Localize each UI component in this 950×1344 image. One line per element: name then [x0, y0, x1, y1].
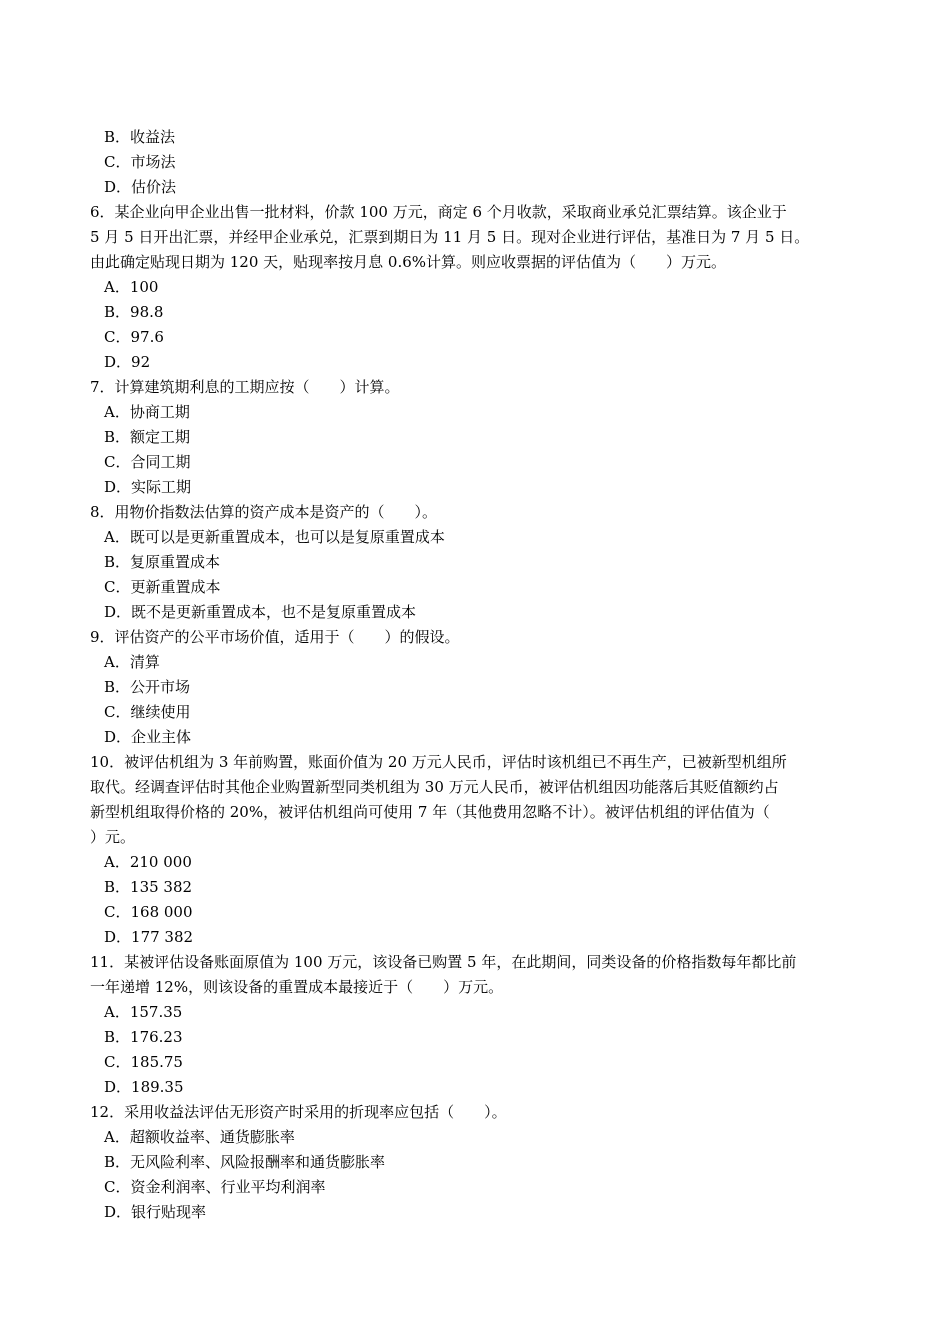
option-line: D．估价法	[104, 178, 177, 196]
option-line: B．额定工期	[104, 428, 191, 446]
option-line: B．公开市场	[104, 678, 191, 696]
option-line: C．更新重置成本	[104, 578, 221, 596]
option-line: B．176.23	[104, 1028, 183, 1046]
question-7-line: 7．计算建筑期利息的工期应按（ ）计算。	[90, 378, 400, 396]
option-line: B．98.8	[104, 303, 164, 321]
exam-question-list	[90, 125, 860, 1225]
question-9-line: 9．评估资产的公平市场价值，适用于（ ）的假设。	[90, 628, 460, 646]
question-10-line: 取代。经调查评估时其他企业购置新型同类机组为 30 万元人民币，被评估机组因功能落后其贬值额约占	[90, 778, 779, 796]
option-line: B．复原重置成本	[104, 553, 221, 571]
option-line: A．既可以是更新重置成本，也可以是复原重置成本	[104, 528, 445, 546]
question-8-line: 8．用物价指数法估算的资产成本是资产的（ ）。	[90, 503, 438, 521]
option-line: C．资金利润率、行业平均利润率	[104, 1178, 326, 1196]
question-11-line: 11．某被评估设备账面原值为 100 万元，该设备已购置 5 年，在此期间，同类设备的价格指数每年都比前	[90, 953, 797, 971]
option-line: D．既不是更新重置成本，也不是复原重置成本	[104, 603, 417, 621]
question-6-line: 5 月 5 日开出汇票，并经甲企业承兑，汇票到期日为 11 月 5 日。现对企业进行评估，基准日为 7 月 5 日。	[90, 228, 810, 246]
option-line: B．135 382	[104, 878, 193, 896]
option-line: C．合同工期	[104, 453, 191, 471]
question-10-line: 10．被评估机组为 3 年前购置，账面价值为 20 万元人民币，评估时该机组已不再生产，已被新型机组所	[90, 753, 787, 771]
option-line: D．企业主体	[104, 728, 192, 746]
option-line: A．157.35	[104, 1003, 183, 1021]
option-line: B．无风险利率、风险报酬率和通货膨胀率	[104, 1153, 386, 1171]
option-line: C．168 000	[104, 903, 193, 921]
option-line: A．210 000	[104, 853, 192, 871]
question-10-line: ）元。	[90, 828, 136, 846]
option-line: D．实际工期	[104, 478, 192, 496]
question-11-line: 一年递增 12%，则该设备的重置成本最接近于（ ）万元。	[90, 978, 504, 996]
option-line: A．清算	[104, 653, 160, 671]
option-line: B．收益法	[104, 128, 176, 146]
option-line: C．185.75	[104, 1053, 183, 1071]
option-line: A．超额收益率、通货膨胀率	[104, 1128, 295, 1146]
option-line: D．银行贴现率	[104, 1203, 207, 1221]
option-line: D．189.35	[104, 1078, 184, 1096]
question-10-line: 新型机组取得价格的 20%，被评估机组尚可使用 7 年（其他费用忽略不计）。被评估机组的评估值为（	[90, 803, 770, 821]
option-line: C．97.6	[104, 328, 164, 346]
option-line: A．协商工期	[104, 403, 190, 421]
option-line: D．177 382	[104, 928, 194, 946]
question-12-line: 12．采用收益法评估无形资产时采用的折现率应包括（ ）。	[90, 1103, 507, 1121]
question-6-line: 6．某企业向甲企业出售一批材料，价款 100 万元，商定 6 个月收款，采取商业承兑汇票结算。该企业于	[90, 203, 787, 221]
option-line: C．继续使用	[104, 703, 191, 721]
question-6-line: 由此确定贴现日期为 120 天，贴现率按月息 0.6%计算。则应收票据的评估值为（ ）万元。	[90, 253, 727, 271]
option-line: A．100	[104, 278, 159, 296]
option-line: C．市场法	[104, 153, 176, 171]
option-line: D．92	[104, 353, 151, 371]
